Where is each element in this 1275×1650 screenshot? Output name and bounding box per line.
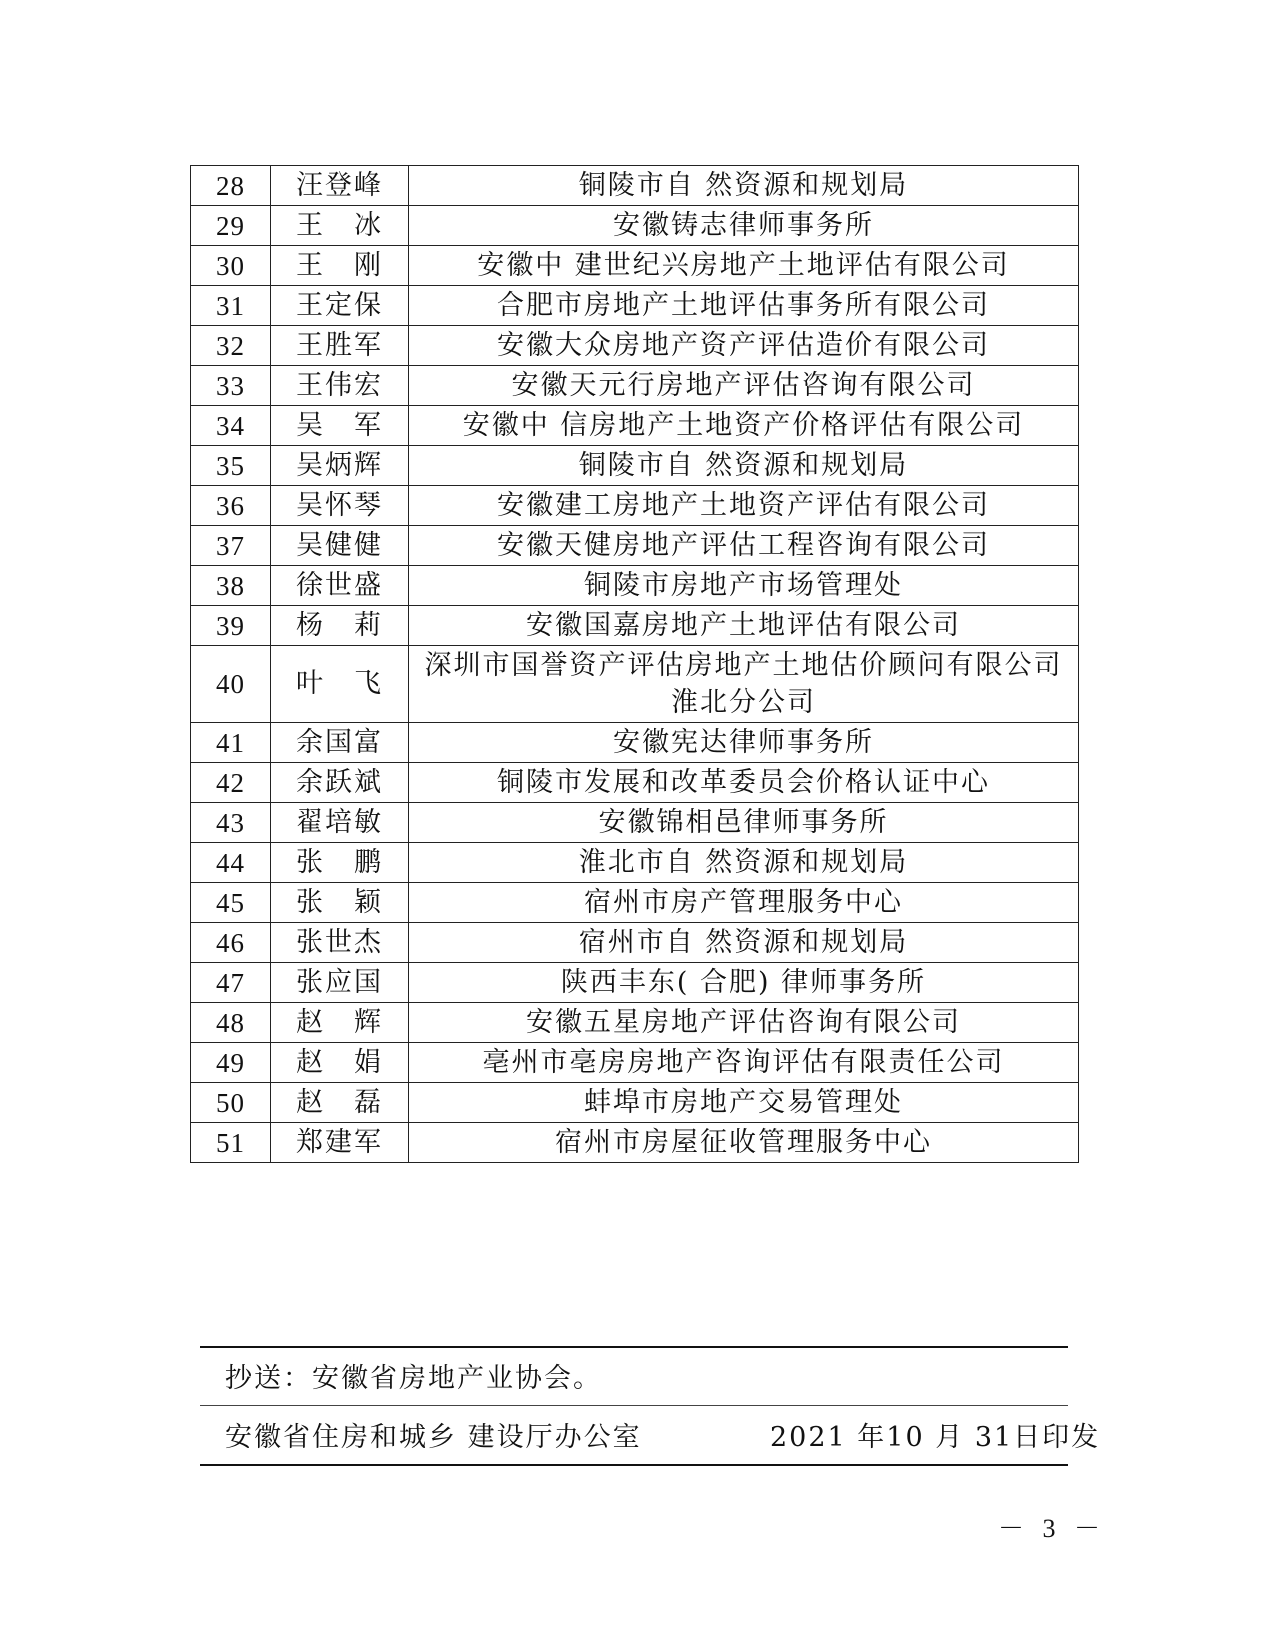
organization: 合肥市房地产土地评估事务所有限公司 — [409, 286, 1079, 326]
table-row — [191, 206, 1079, 246]
row-number: 42 — [191, 763, 271, 803]
organization: 安徽五星房地产评估咨询有限公司 — [409, 1003, 1079, 1043]
person-name: 翟培敏 — [271, 803, 409, 843]
person-name: 王胜军 — [271, 326, 409, 366]
row-number: 39 — [191, 606, 271, 646]
personnel-table — [190, 165, 1079, 1163]
row-number: 47 — [191, 963, 271, 1003]
table-row — [191, 923, 1079, 963]
row-number: 44 — [191, 843, 271, 883]
person-name: 吴 军 — [271, 406, 409, 446]
table-row — [191, 446, 1079, 486]
person-name: 余跃斌 — [271, 763, 409, 803]
person-name: 赵 磊 — [271, 1083, 409, 1123]
person-name: 郑建军 — [271, 1123, 409, 1163]
table-row — [191, 166, 1079, 206]
organization: 铜陵市自 然资源和规划局 — [409, 446, 1079, 486]
row-number: 43 — [191, 803, 271, 843]
row-number: 40 — [191, 646, 271, 723]
row-number: 35 — [191, 446, 271, 486]
person-name: 余国富 — [271, 723, 409, 763]
cc-line: 抄送：安徽省房地产业协会。 — [225, 1363, 602, 1394]
table-row — [191, 646, 1079, 723]
table-row — [191, 963, 1079, 1003]
table-row — [191, 286, 1079, 326]
row-number: 51 — [191, 1123, 271, 1163]
organization: 安徽国嘉房地产土地评估有限公司 — [409, 606, 1079, 646]
row-number: 50 — [191, 1083, 271, 1123]
row-number: 37 — [191, 526, 271, 566]
organization: 亳州市亳房房地产咨询评估有限责任公司 — [409, 1043, 1079, 1083]
row-number: 34 — [191, 406, 271, 446]
row-number: 28 — [191, 166, 271, 206]
row-number: 36 — [191, 486, 271, 526]
organization: 深圳市国誉资产评估房地产土地估价顾问有限公司淮北分公司 — [409, 646, 1079, 723]
organization: 淮北市自 然资源和规划局 — [409, 843, 1079, 883]
organization: 安徽天元行房地产评估咨询有限公司 — [409, 366, 1079, 406]
person-name: 王 刚 — [271, 246, 409, 286]
table-row — [191, 723, 1079, 763]
organization: 铜陵市自 然资源和规划局 — [409, 166, 1079, 206]
table-row — [191, 803, 1079, 843]
organization: 铜陵市房地产市场管理处 — [409, 566, 1079, 606]
table-row — [191, 883, 1079, 923]
person-name: 张世杰 — [271, 923, 409, 963]
issuing-office: 安徽省住房和城乡 建设厅办公室 — [225, 1422, 642, 1453]
row-number: 32 — [191, 326, 271, 366]
person-name: 张 颖 — [271, 883, 409, 923]
organization: 宿州市房产管理服务中心 — [409, 883, 1079, 923]
person-name: 赵 娟 — [271, 1043, 409, 1083]
person-name: 张 鹏 — [271, 843, 409, 883]
table-row — [191, 486, 1079, 526]
person-name: 吴健健 — [271, 526, 409, 566]
table-row — [191, 606, 1079, 646]
organization: 安徽宪达律师事务所 — [409, 723, 1079, 763]
person-name: 王 冰 — [271, 206, 409, 246]
issue-date: 2021 年10 月 31日印发 — [770, 1422, 1101, 1453]
table-row — [191, 843, 1079, 883]
row-number: 41 — [191, 723, 271, 763]
organization: 安徽大众房地产资产评估造价有限公司 — [409, 326, 1079, 366]
person-name: 吴怀琴 — [271, 486, 409, 526]
person-name: 叶 飞 — [271, 646, 409, 723]
table-row — [191, 1083, 1079, 1123]
row-number: 31 — [191, 286, 271, 326]
organization: 宿州市自 然资源和规划局 — [409, 923, 1079, 963]
table-row — [191, 566, 1079, 606]
table-row — [191, 763, 1079, 803]
person-name: 张应国 — [271, 963, 409, 1003]
table-row — [191, 1043, 1079, 1083]
row-number: 33 — [191, 366, 271, 406]
organization: 宿州市房屋征收管理服务中心 — [409, 1123, 1079, 1163]
table-row — [191, 526, 1079, 566]
table-row — [191, 1123, 1079, 1163]
table-row — [191, 366, 1079, 406]
person-name: 赵 辉 — [271, 1003, 409, 1043]
person-name: 吴炳辉 — [271, 446, 409, 486]
person-name: 徐世盛 — [271, 566, 409, 606]
person-name: 杨 莉 — [271, 606, 409, 646]
table-row — [191, 326, 1079, 366]
row-number: 29 — [191, 206, 271, 246]
row-number: 45 — [191, 883, 271, 923]
footer-bottom-rule — [200, 1464, 1068, 1466]
row-number: 38 — [191, 566, 271, 606]
row-number: 30 — [191, 246, 271, 286]
page-number: － 3 － — [998, 1514, 1107, 1543]
footer-top-rule — [200, 1346, 1068, 1348]
person-name: 王定保 — [271, 286, 409, 326]
organization: 蚌埠市房地产交易管理处 — [409, 1083, 1079, 1123]
person-name: 汪登峰 — [271, 166, 409, 206]
row-number: 48 — [191, 1003, 271, 1043]
table-row — [191, 1003, 1079, 1043]
organization: 安徽建工房地产土地资产评估有限公司 — [409, 486, 1079, 526]
table-row — [191, 406, 1079, 446]
row-number: 49 — [191, 1043, 271, 1083]
organization: 陕西丰东( 合肥) 律师事务所 — [409, 963, 1079, 1003]
organization: 安徽铸志律师事务所 — [409, 206, 1079, 246]
row-number: 46 — [191, 923, 271, 963]
organization: 安徽中 信房地产土地资产价格评估有限公司 — [409, 406, 1079, 446]
footer-middle-rule — [200, 1405, 1068, 1406]
organization: 安徽锦相邑律师事务所 — [409, 803, 1079, 843]
organization: 安徽中 建世纪兴房地产土地评估有限公司 — [409, 246, 1079, 286]
organization: 铜陵市发展和改革委员会价格认证中心 — [409, 763, 1079, 803]
table-row — [191, 246, 1079, 286]
personnel-table-body — [191, 166, 1079, 1163]
person-name: 王伟宏 — [271, 366, 409, 406]
organization: 安徽天健房地产评估工程咨询有限公司 — [409, 526, 1079, 566]
